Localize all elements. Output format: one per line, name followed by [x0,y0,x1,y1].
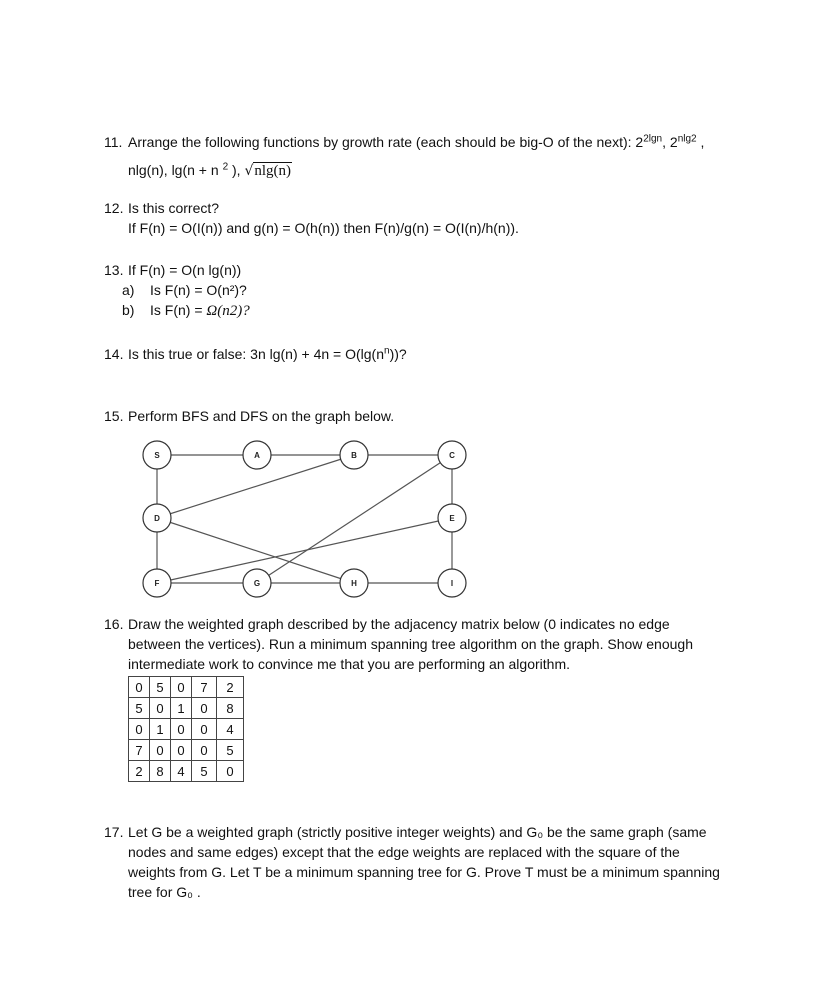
matrix-cell: 5 [150,677,171,698]
q11-line-2 [128,160,704,181]
q15-number: 15. [104,408,124,424]
node-label-b: B [351,451,357,460]
q16-line-1: Draw the weighted graph described by the adjacency matrix below (0 indicates no edge [128,616,670,632]
question-11 [104,132,704,181]
edge-g-c [257,455,452,583]
q13-line-1: If F(n) = O(n lg(n)) [128,262,242,278]
matrix-cell: 5 [217,740,244,761]
q11-line2-a: nlg(n), lg(n + n [128,162,223,178]
question-14 [104,344,407,364]
bfs-dfs-graph [140,432,480,604]
q11-text: Arrange the following functions by growth rate (each should be big-O of the next): [128,134,636,150]
q17-line-4: tree for G₀ . [128,884,201,900]
matrix-cell: 7 [129,740,150,761]
matrix-cell: 1 [150,719,171,740]
q13-number: 13. [104,262,124,278]
q13-b-label: b) [122,302,135,318]
q14-text: Is this true or false: 3n lg(n) + 4n = O(lg(n [128,346,385,362]
question-12 [104,198,519,238]
q14-end: ))? [389,346,407,362]
adjacency-matrix [128,676,244,782]
matrix-cell: 0 [129,677,150,698]
matrix-cell: 0 [150,698,171,719]
question-13 [104,260,250,321]
node-label-s: S [154,451,160,460]
q11-line-1 [104,132,704,152]
node-label-i: I [450,579,454,588]
node-label-c: C [449,451,455,460]
q16-number: 16. [104,616,124,632]
q11-line2-b: ), [228,162,245,178]
q17-number: 17. [104,824,124,840]
q14-number: 14. [104,346,124,362]
q13-a-text: Is F(n) = O(n²)? [150,282,247,298]
matrix-cell: 0 [171,740,192,761]
matrix-cell: 0 [171,677,192,698]
q11-sep-2: , [696,134,705,150]
matrix-cell: 2 [217,677,244,698]
matrix-cell: 4 [171,761,192,782]
matrix-cell: 0 [217,761,244,782]
node-label-e: E [449,514,455,523]
matrix-cell: 4 [217,719,244,740]
q13-part-b [122,300,250,321]
graph-nodes [143,441,466,597]
matrix-cell: 8 [150,761,171,782]
q12-number: 12. [104,200,124,216]
question-15 [104,406,394,426]
question-17 [104,822,720,902]
matrix-row [129,677,244,698]
matrix-cell: 0 [171,719,192,740]
matrix-cell: 0 [192,740,217,761]
matrix-cell: 7 [192,677,217,698]
q11-line2-sup: 2 [222,161,229,173]
node-label-f: F [154,579,160,588]
q13-b-math: Ω(n2)? [206,303,250,319]
q15-text: Perform BFS and DFS on the graph below. [128,408,395,424]
matrix-row [129,761,244,782]
node-label-d: D [154,514,160,523]
matrix-row [129,698,244,719]
q13-part-a [122,280,250,300]
q17-line-3: weights from G. Let T be a minimum spanning tree for G. Prove T must be a minimum spanning [128,864,720,880]
q16-line-2: between the vertices). Run a minimum spanning tree algorithm on the graph. Show enough [128,636,693,652]
matrix-cell: 1 [171,698,192,719]
q13-b-text: Is F(n) = [150,302,207,318]
matrix-row [129,740,244,761]
q11-f1-base: 2 [635,134,644,150]
q16-line-3: intermediate work to convince me that you are performing an algorithm. [128,656,570,672]
q11-sqrt-content: nlg(n) [254,163,292,179]
graph-edges [157,455,452,583]
q11-f2-exp: nlg2 [677,133,697,145]
q11-number: 11. [104,134,123,150]
matrix-cell: 0 [150,740,171,761]
q12-line-1: Is this correct? [128,200,220,216]
edge-f-e [157,518,452,583]
q12-line-2: If F(n) = O(I(n)) and g(n) = O(h(n)) then F(n)/g(n) = O(I(n)/h(n)). [128,220,519,236]
node-label-a: A [254,451,260,460]
matrix-cell: 0 [192,719,217,740]
q13-a-label: a) [122,282,135,298]
matrix-cell: 5 [129,698,150,719]
matrix-cell: 0 [129,719,150,740]
matrix-row [129,719,244,740]
q17-line-1: Let G be a weighted graph (strictly positive integer weights) and G₀ be the same graph (same [128,824,707,840]
node-label-g: G [253,579,261,588]
matrix-cell: 5 [192,761,217,782]
q11-sep-1: , [662,134,670,150]
matrix-cell: 2 [129,761,150,782]
q11-f1-exp: 2lgn [643,133,663,145]
question-16 [104,614,693,674]
q14-sup: n [384,345,390,357]
q17-line-2: nodes and same edges) except that the edge weights are replaced with the square of the [128,844,680,860]
node-label-h: H [351,579,357,588]
sqrt-symbol: √ [244,163,254,179]
q11-f2-base: 2 [669,134,678,150]
matrix-cell: 8 [217,698,244,719]
matrix-cell: 0 [192,698,217,719]
